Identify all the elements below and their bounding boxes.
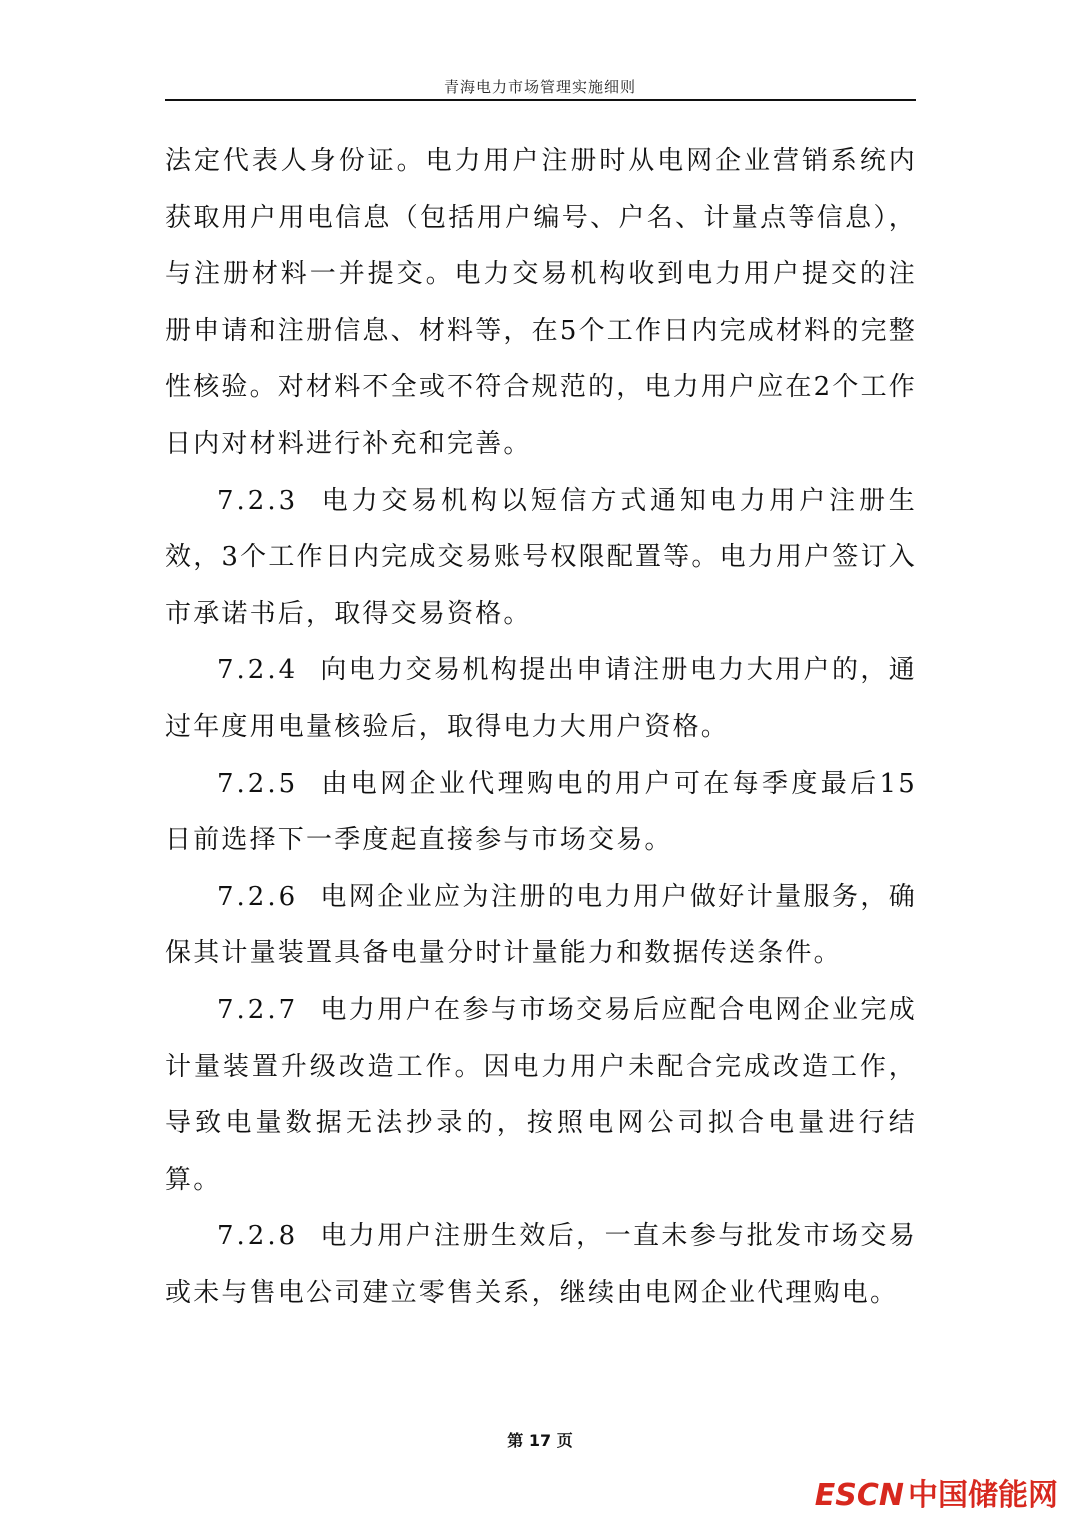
header-rule: [165, 99, 916, 101]
paragraph-text: 法定代表人身份证。电力用户注册时从电网企业营销系统内获取用户用电信息（包括用户编号、户名、计量点等信息），与注册材料一并提交。电力交易机构收到电力用户提交的注册申请和注册信息、材料等，在5个工作日内完成材料的完整性核验。对材料不全或不符合规范的，电力用户应在2个工作日内对材料进行补充和完善。: [165, 146, 917, 459]
clause-text: 电网企业应为注册的电力用户做好计量服务，确保其计量装置具备电量分时计量能力和数据传送条件。: [165, 881, 917, 969]
clause-7-2-8: [165, 1208, 917, 1321]
page-number: 第 17 页: [507, 1431, 573, 1450]
paragraph-continuation: [165, 133, 917, 473]
clause-7-2-5: [165, 756, 917, 869]
escn-watermark-logo: [815, 1470, 1058, 1514]
clause-number: 7.2.6: [217, 881, 299, 912]
clause-7-2-7: [165, 982, 917, 1208]
clause-number: 7.2.8: [217, 1221, 299, 1252]
clause-text: 电力交易机构以短信方式通知电力用户注册生效，3个工作日内完成交易账号权限配置等。电力用户签订入市承诺书后，取得交易资格。: [165, 485, 917, 629]
running-header: 青海电力市场管理实施细则: [443, 78, 636, 96]
watermark-cjk: 中国储能网: [908, 1478, 1058, 1513]
clause-7-2-6: [165, 869, 917, 982]
clause-number: 7.2.3: [217, 485, 299, 516]
clause-7-2-4: [165, 642, 917, 755]
watermark-latin: ESCN: [814, 1478, 904, 1513]
clause-number: 7.2.5: [217, 768, 299, 799]
clause-number: 7.2.7: [217, 994, 299, 1025]
clause-number: 7.2.4: [217, 655, 299, 686]
clause-text: 向电力交易机构提出申请注册电力大用户的，通过年度用电量核验后，取得电力大用户资格。: [165, 655, 917, 742]
clause-text: 电力用户在参与市场交易后应配合电网企业完成计量装置升级改造工作。因电力用户未配合完成改造工作，导致电量数据无法抄录的，按照电网公司拟合电量进行结算。: [165, 994, 917, 1195]
body-text: [165, 133, 917, 1321]
clause-7-2-3: [165, 473, 917, 643]
clause-text: 电力用户注册生效后，一直未参与批发市场交易或未与售电公司建立零售关系，继续由电网企业代理购电。: [165, 1221, 917, 1308]
clause-text: 由电网企业代理购电的用户可在每季度最后15日前选择下一季度起直接参与市场交易。: [165, 768, 917, 856]
